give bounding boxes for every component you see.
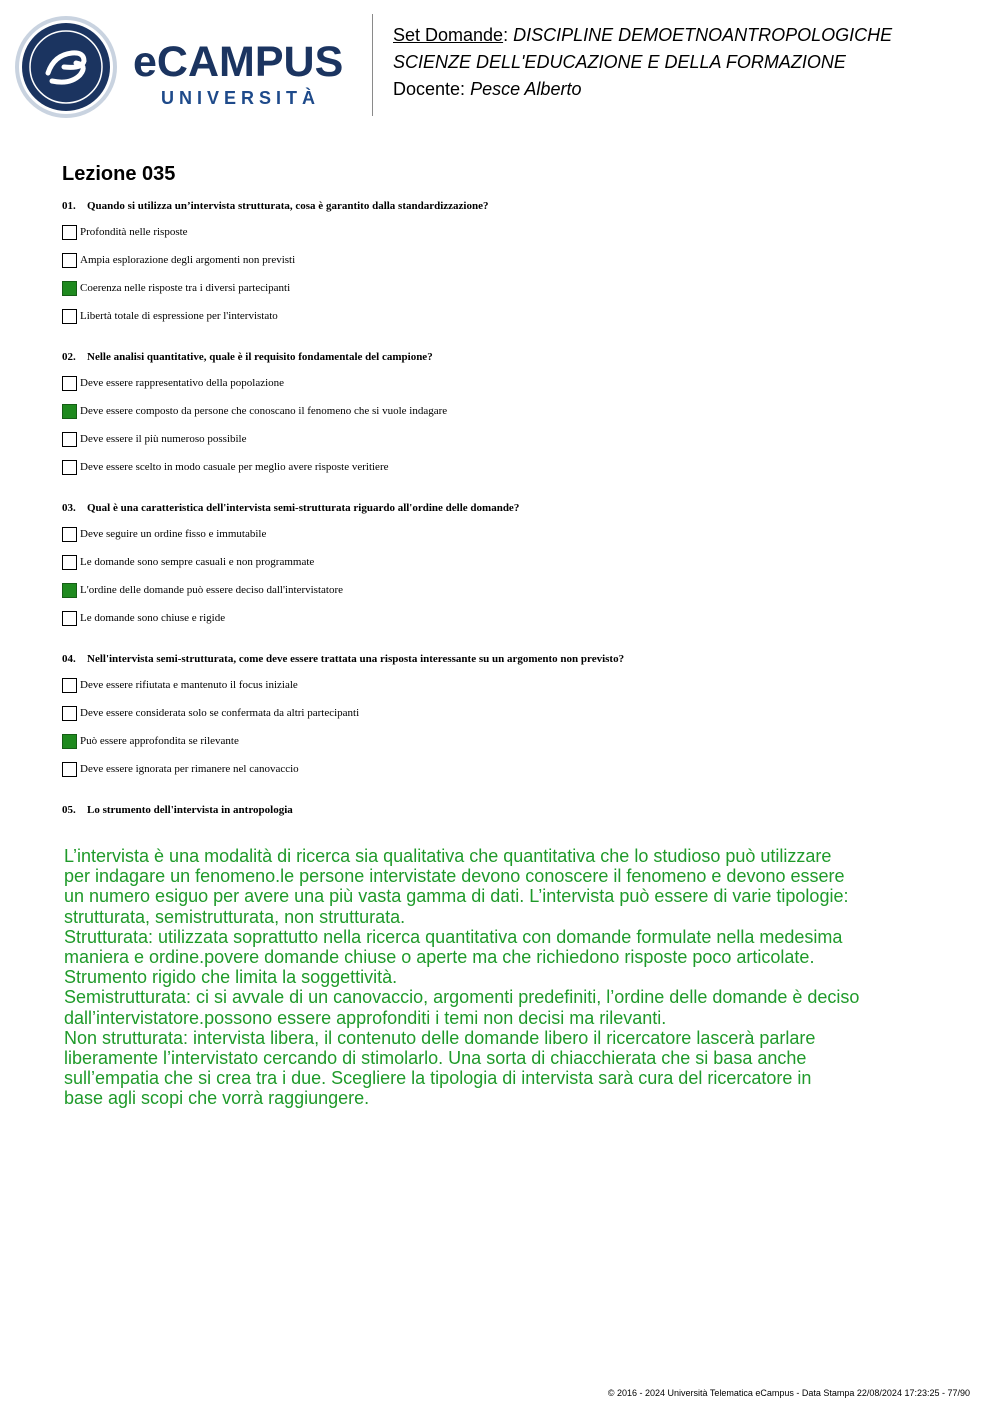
set-line-1: Set Domande: DISCIPLINE DEMOETNOANTROPOLOGICHE — [393, 25, 893, 45]
question-text: Qual è una caratteristica dell'intervista semi-strutturata riguardo all'ordine delle domande? — [87, 502, 520, 514]
option-text: Deve essere scelto in modo casuale per meglio avere risposte veritiere — [80, 461, 389, 473]
question-01 — [62, 199, 489, 213]
question-number: 02. — [62, 351, 76, 363]
option-text: Le domande sono sempre casuali e non programmate — [80, 556, 315, 568]
checkbox[interactable] — [62, 376, 77, 391]
ecampus-seal-logo — [14, 15, 118, 119]
teacher-line — [393, 76, 983, 103]
question-text: Lo strumento dell'intervista in antropologia — [87, 804, 293, 816]
option-text: Deve essere rappresentativo della popolazione — [80, 377, 285, 389]
checkbox[interactable] — [62, 555, 77, 570]
lesson-title: Lezione 035 — [62, 163, 176, 185]
option-text: Coerenza nelle risposte tra i diversi partecipanti — [80, 282, 291, 294]
option-text: Le domande sono chiuse e rigide — [80, 612, 226, 624]
option-text: Deve essere composto da persone che conoscano il fenomeno che si vuole indagare — [80, 405, 448, 417]
option-text: Deve essere il più numeroso possibile — [80, 433, 247, 445]
question-number: 03. — [62, 502, 76, 514]
page-footer: © 2016 - 2024 Università Telematica eCampus - Data Stampa 22/08/2024 17:23:25 - 77/90 — [607, 1388, 970, 1398]
header-divider — [372, 14, 373, 116]
checkbox[interactable] — [62, 309, 77, 324]
set-title-2: SCIENZE DELL'EDUCAZIONE E DELLA FORMAZIONE — [393, 52, 846, 72]
set-label: Set Domande — [393, 25, 504, 45]
teacher-label: Docente: — [393, 79, 466, 99]
option-text: L'ordine delle domande può essere deciso dall'intervistatore — [80, 584, 343, 596]
option-text: Deve seguire un ordine fisso e immutabile — [80, 528, 267, 540]
question-text: Nelle analisi quantitative, quale è il requisito fondamentale del campione? — [87, 351, 433, 363]
checkbox[interactable] — [62, 253, 77, 268]
option-text: Profondità nelle risposte — [80, 226, 188, 238]
checkbox[interactable] — [62, 611, 77, 626]
question-text: Quando si utilizza un’intervista strutturata, cosa è garantito dalla standardizzazione? — [87, 200, 489, 212]
question-number: 05. — [62, 804, 76, 816]
wordmark-subtext: UNIVERSITÀ — [161, 88, 321, 108]
option-text: Può essere approfondita se rilevante — [80, 735, 239, 747]
option-text: Deve essere ignorata per rimanere nel canovaccio — [80, 763, 299, 775]
option-text: Libertà totale di espressione per l'intervistato — [80, 310, 278, 322]
checkbox[interactable] — [62, 225, 77, 240]
question-04 — [62, 652, 624, 666]
option-text: Deve essere rifiutata e mantenuto il focus iniziale — [80, 679, 298, 691]
wordmark-text: eCAMPUS — [133, 38, 344, 86]
checkbox[interactable] — [62, 527, 77, 542]
checkbox-checked[interactable] — [62, 583, 77, 598]
question-02 — [62, 350, 433, 364]
teacher-name: Pesce Alberto — [470, 79, 582, 99]
checkbox-checked[interactable] — [62, 734, 77, 749]
course-info — [393, 22, 983, 103]
question-text: Nell'intervista semi-strutturata, come deve essere trattata una risposta interessante su un argomento non previsto? — [87, 653, 625, 665]
checkbox[interactable] — [62, 678, 77, 693]
open-answer-text: L’intervista è una modalità di ricerca sia qualitativa che quantitativa che lo studioso può utilizzare per indagare un fenomeno.le persone intervistate devono conoscere il fenomeno e devono essere un numero esiguo per avere una più vasta gamma di dati. L’intervista può essere di varie tipologie: strutturata, semistrutturata, non strutturata. Strutturata: utilizzata soprattutto nella ricerca quantitativa con domande formulate nella medesima maniera e ordine.povere domande chiuse o aperte ma che richiedono risposte poco articolate. Strumento rigido che limita la soggettività. Semistrutturata: ci si avvale di un canovaccio, argomenti predefiniti, l’ordine delle domande è deciso dall’intervistatore.possono essere approfonditi i temi non decisi ma rilevanti. Non strutturata: intervista libera, il contenuto delle domande libero il ricercatore lascerà parlare liberamente l’intervistato cercando di stimolarlo. Una sorta di chiacchierata che si basa anche sull’empatia che si crea tra i due. Scegliere la tipologia di intervista sarà cura del ricercatore in base agli scopi che vorrà raggiungere. — [64, 846, 860, 1109]
ecampus-wordmark — [133, 40, 358, 112]
checkbox[interactable] — [62, 762, 77, 777]
page-header — [0, 0, 1000, 130]
checkbox[interactable] — [62, 432, 77, 447]
checkbox[interactable] — [62, 460, 77, 475]
option-text: Deve essere considerata solo se confermata da altri partecipanti — [80, 707, 360, 719]
checkbox-checked[interactable] — [62, 281, 77, 296]
option-text: Ampia esplorazione degli argomenti non previsti — [80, 254, 296, 266]
checkbox-checked[interactable] — [62, 404, 77, 419]
question-05 — [62, 803, 293, 817]
checkbox[interactable] — [62, 706, 77, 721]
set-title-1: DISCIPLINE DEMOETNOANTROPOLOGICHE — [513, 25, 893, 45]
question-03 — [62, 501, 519, 515]
question-number: 04. — [62, 653, 76, 665]
question-number: 01. — [62, 200, 76, 212]
